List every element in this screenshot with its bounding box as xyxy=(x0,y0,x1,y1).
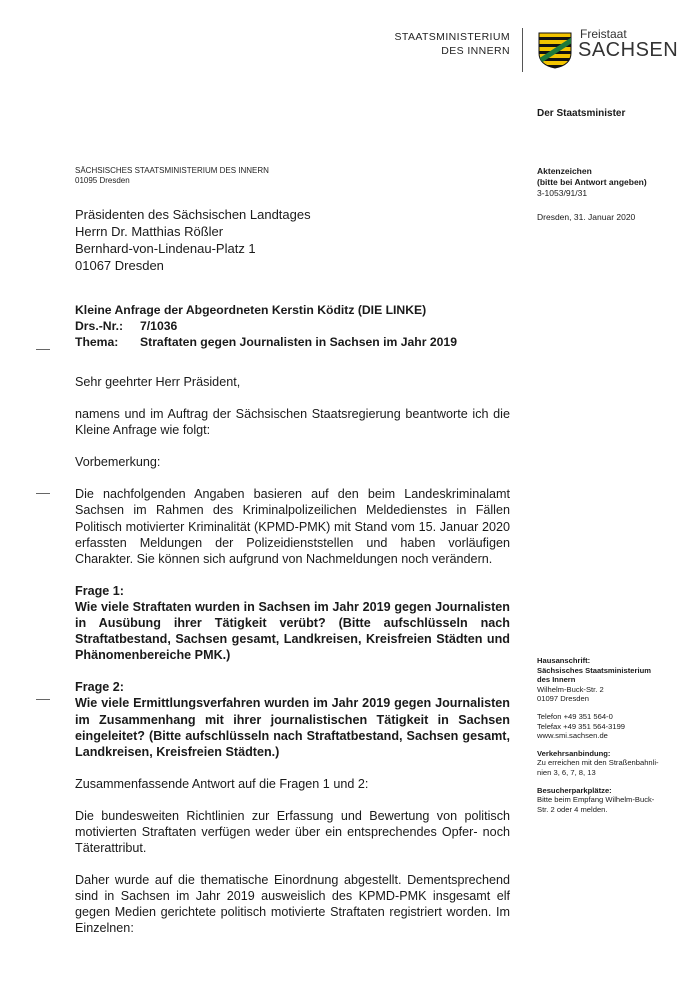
verkehr-line1: Zu erreichen mit den Straßenbahnli- xyxy=(537,758,659,768)
frage1-text: Wie viele Straftaten wurden in Sachsen im Jahr 2019 gegen Journalisten in Ausübung ihrer Tätigkeit verübt? (Bitte aufschlüsseln nach Straftatbestand, Sachsen gesamt, Landkreisen, Kreisfreien Städten und Phänomenbereiche PMK.) xyxy=(75,599,510,663)
header-divider xyxy=(522,28,523,72)
contact-sidebar xyxy=(537,656,672,814)
vorbemerkung-text: Die nachfolgenden Angaben basieren auf den beim Landeskriminalamt Sachsen im Rahmen des Kriminalpolizeilichen Meldedienstes in Fällen Politisch motivierter Kriminalität (KPMD-PMK) mit Stand vom 15. Januar 2020 erfassten Meldungen der Polizeidienststellen und haben vorläufigen Charakter. Sie können sich aufgrund von Nachmeldungen noch verändern. xyxy=(75,487,510,566)
saxony-crest-icon xyxy=(537,31,573,69)
parken-line2: Str. 2 oder 4 melden. xyxy=(537,804,608,814)
hausanschrift-line1: Sächsisches Staatsministerium xyxy=(537,665,651,675)
frage2-text: Wie viele Ermittlungsverfahren wurden im Jahr 2019 gegen Journalisten im Zusammenhang mit ihrer journalistischen Tätigkeit in Sachsen eingeleitet? (Bitte aufschlüsseln nach Straftatbestand, Sachsen gesamt, Landkreisen, Kreisfreien Städten.) xyxy=(75,696,510,759)
verkehr-line2: nien 3, 6, 7, 8, 13 xyxy=(537,767,596,777)
reference-hint: (bitte bei Antwort angeben) xyxy=(537,177,647,187)
telefon: Telefon +49 351 564-0 xyxy=(537,711,613,721)
ministry-name-line2: DES INNERN xyxy=(441,45,510,57)
reference-label: Aktenzeichen xyxy=(537,166,592,176)
antwort-paragraph-1: Die bundesweiten Richtlinien zur Erfassung und Bewertung von politisch motivierten Straftaten verfügen weder über ein entsprechendes Opfer- noch Täterattribut. xyxy=(75,808,510,856)
hausanschrift-line2: des Innern xyxy=(537,675,576,685)
parken-label: Besucherparkplätze: xyxy=(537,785,612,795)
thema-row xyxy=(75,334,457,350)
reference-block xyxy=(537,166,647,199)
recipient-line3: Bernhard-von-Lindenau-Platz 1 xyxy=(75,241,256,256)
hausanschrift-line3: Wilhelm-Buck-Str. 2 xyxy=(537,684,604,694)
hausanschrift-line4: 01097 Dresden xyxy=(537,694,589,704)
website-link[interactable]: www.smi.sachsen.de xyxy=(537,731,608,741)
letter-date: Dresden, 31. Januar 2020 xyxy=(537,212,636,222)
sender-line1: SÄCHSISCHES STAATSMINISTERIUM DES INNERN xyxy=(75,166,269,175)
thema-label: Thema: xyxy=(75,335,119,349)
recipient-address xyxy=(75,206,311,274)
drs-number-row xyxy=(75,318,457,334)
sender-address xyxy=(75,166,269,186)
subject-title: Kleine Anfrage der Abgeordneten Kerstin Köditz (DIE LINKE) xyxy=(75,303,427,317)
recipient-line1: Präsidenten des Sächsischen Landtages xyxy=(75,207,311,222)
thema-value: Straftaten gegen Journalisten in Sachsen im Jahr 2019 xyxy=(140,335,457,349)
drs-label: Drs.-Nr.: xyxy=(75,319,124,333)
frage1-label: Frage 1: xyxy=(75,583,124,598)
ministry-name xyxy=(395,30,511,58)
letter-body xyxy=(75,374,510,937)
hausanschrift-label: Hausanschrift: xyxy=(537,656,591,665)
recipient-line2: Herrn Dr. Matthias Rößler xyxy=(75,224,224,239)
salutation: Sehr geehrter Herr Präsident, xyxy=(75,375,241,389)
intro-paragraph: namens und im Auftrag der Sächsischen Staatsregierung beantworte ich die Kleine Anfrage wie folgt: xyxy=(75,407,510,438)
reference-value: 3-1053/91/31 xyxy=(537,188,588,198)
telefax: Telefax +49 351 564-3199 xyxy=(537,721,626,731)
antwort-paragraph-2: Daher wurde auf die thematische Einordnung abgestellt. Dementsprechend sind in Sachsen im Jahr 2019 ausweislich des KPMD-PMK insgesamt elf gegen Medien gerichtete politisch motivierte Straftaten registriert worden. Im Einzelnen: xyxy=(75,873,510,936)
subject-block xyxy=(75,302,457,350)
fold-mark xyxy=(36,493,50,494)
ministry-name-line1: STAATSMINISTERIUM xyxy=(394,31,510,43)
logo-sachsen: SACHSEN xyxy=(578,39,679,61)
frage2-label: Frage 2: xyxy=(75,680,124,695)
antwort-label: Zusammenfassende Antwort auf die Fragen 1 und 2: xyxy=(75,776,369,791)
drs-value: 7/1036 xyxy=(140,319,178,333)
sender-line2: 01095 Dresden xyxy=(75,176,130,185)
parken-line1: Bitte beim Empfang Wilhelm-Buck- xyxy=(537,795,655,805)
verkehr-label: Verkehrsanbindung: xyxy=(537,748,611,758)
logo-freistaat: Freistaat xyxy=(580,27,627,41)
fold-mark xyxy=(36,699,50,700)
fold-mark xyxy=(36,349,50,350)
recipient-line4: 01067 Dresden xyxy=(75,258,164,273)
vorbemerkung-label: Vorbemerkung: xyxy=(75,455,161,470)
staatsminister-label: Der Staatsminister xyxy=(537,108,626,119)
